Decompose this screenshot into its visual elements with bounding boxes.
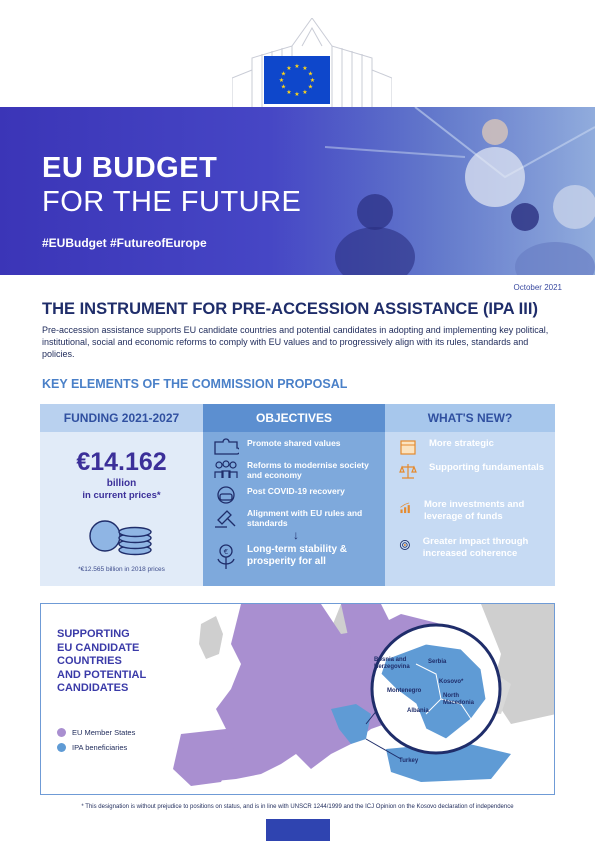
- euro-plant-icon: [213, 544, 239, 570]
- whats-new-label: More strategic: [429, 438, 494, 449]
- arrow-down-icon: ↓: [293, 528, 299, 542]
- svg-text:€: €: [223, 548, 229, 556]
- map-title-line: COUNTRIES: [57, 655, 122, 667]
- svg-text:★: ★: [309, 77, 316, 84]
- objectives-panel: [203, 404, 385, 586]
- whats-new-item: [399, 499, 555, 523]
- target-icon: [399, 536, 411, 554]
- label-north-macedonia: North Macedonia: [443, 693, 475, 706]
- growth-chart-icon: [399, 499, 412, 517]
- legend-label: EU Member States: [72, 728, 136, 737]
- gavel-icon: [213, 508, 239, 528]
- funding-unit: billion: [106, 478, 137, 489]
- svg-text:★: ★: [280, 70, 287, 78]
- section-title-key-elements: KEY ELEMENTS OF THE COMMISSION PROPOSAL: [42, 377, 348, 391]
- funding-panel: [40, 404, 203, 586]
- objective-label: Reforms to modernise society and economy: [247, 460, 369, 480]
- objective-item: [213, 460, 385, 480]
- objective-label: Alignment with EU rules and standards: [247, 508, 363, 528]
- label-bosnia: Bosnia and Herzegovina: [374, 657, 410, 670]
- label-serbia: Serbia: [428, 659, 447, 665]
- scales-icon: [399, 462, 417, 480]
- svg-text:★: ★: [294, 63, 300, 70]
- whats-new-label: More investments and leverage of funds: [423, 499, 525, 522]
- legend-swatch-ipa: [57, 743, 66, 752]
- objective-label: Promote shared values: [247, 438, 341, 448]
- objective-item: [213, 438, 341, 456]
- map-title-line: SUPPORTING: [57, 628, 130, 640]
- funding-heading: FUNDING 2021-2027: [40, 404, 203, 432]
- whats-new-panel: [385, 404, 555, 586]
- svg-text:★: ★: [294, 91, 300, 98]
- bottom-bar: [266, 819, 330, 841]
- label-turkey: Turkey: [399, 758, 419, 764]
- objective-item: [213, 508, 385, 528]
- whats-new-item: [399, 536, 555, 560]
- funding-footnote: *€12.565 billion in 2018 prices: [78, 566, 165, 573]
- calendar-icon: [399, 438, 417, 456]
- intro-paragraph: Pre-accession assistance supports EU candidate countries and potential candidates in adopting and implementing key political, institutional, social and economic reforms to comply with EU values and to progressively align with its rules, standards and policies.: [42, 325, 549, 359]
- objective-item: [213, 486, 345, 504]
- svg-text:★: ★: [307, 70, 314, 78]
- label-albania: Albania: [407, 708, 429, 714]
- map-title-line: AND POTENTIAL: [57, 668, 147, 681]
- legend-ipa: [57, 743, 127, 752]
- people-icon: [213, 460, 239, 480]
- hero-title-line-2: FOR THE FUTURE: [42, 186, 302, 218]
- map-title-line: CANDIDATES: [57, 682, 129, 694]
- svg-text:★: ★: [286, 65, 292, 72]
- svg-text:★: ★: [286, 89, 292, 96]
- objective-label: Long-term stability & prosperity for all: [247, 544, 348, 567]
- funding-amount: €14.162: [76, 448, 167, 476]
- label-kosovo: Kosovo*: [439, 679, 464, 685]
- whats-new-item: [399, 438, 494, 456]
- objectives-heading: OBJECTIVES: [203, 404, 385, 432]
- hero-hashtags: #EUBudget #FutureofEurope: [42, 236, 207, 250]
- whats-new-item: [399, 462, 544, 480]
- funding-prices-note: in current prices*: [82, 490, 161, 501]
- mask-icon: [213, 486, 239, 504]
- svg-text:★: ★: [280, 83, 287, 91]
- eu-flag-icon: [264, 56, 330, 104]
- map-region-uk: [199, 616, 223, 659]
- hero-photo-illustration: [265, 107, 595, 275]
- hero-title-line-1: EU BUDGET: [42, 152, 218, 184]
- legend-eu-member: [57, 728, 135, 737]
- svg-text:★: ★: [307, 83, 314, 91]
- publication-date: October 2021: [513, 283, 562, 292]
- objective-label: Post COVID-19 recovery: [247, 486, 345, 496]
- page-title: THE INSTRUMENT FOR PRE-ACCESSION ASSISTANCE (IPA III): [42, 300, 538, 318]
- footnote: * This designation is without prejudice to positions on status, and is in line with UNSCR 1244/1999 and the ICJ Opinion on the Kosovo declaration of independence: [81, 804, 514, 810]
- puzzle-icon: [213, 438, 239, 456]
- objective-item: [213, 544, 385, 570]
- svg-text:★: ★: [302, 89, 308, 96]
- legend-swatch-eu: [57, 728, 66, 737]
- whats-new-label: Supporting fundamentals: [429, 462, 545, 473]
- whats-new-label: Greater impact through increased coherence: [422, 536, 529, 559]
- legend-label: IPA beneficiaries: [72, 743, 128, 752]
- whats-new-heading: WHAT'S NEW?: [385, 404, 555, 432]
- svg-text:★: ★: [302, 65, 308, 72]
- map-section: [40, 603, 555, 795]
- map-title-line: EU CANDIDATE: [57, 641, 140, 654]
- label-montenegro: Montenegro: [387, 688, 422, 694]
- svg-text:★: ★: [278, 77, 285, 84]
- coins-icon: [85, 510, 157, 556]
